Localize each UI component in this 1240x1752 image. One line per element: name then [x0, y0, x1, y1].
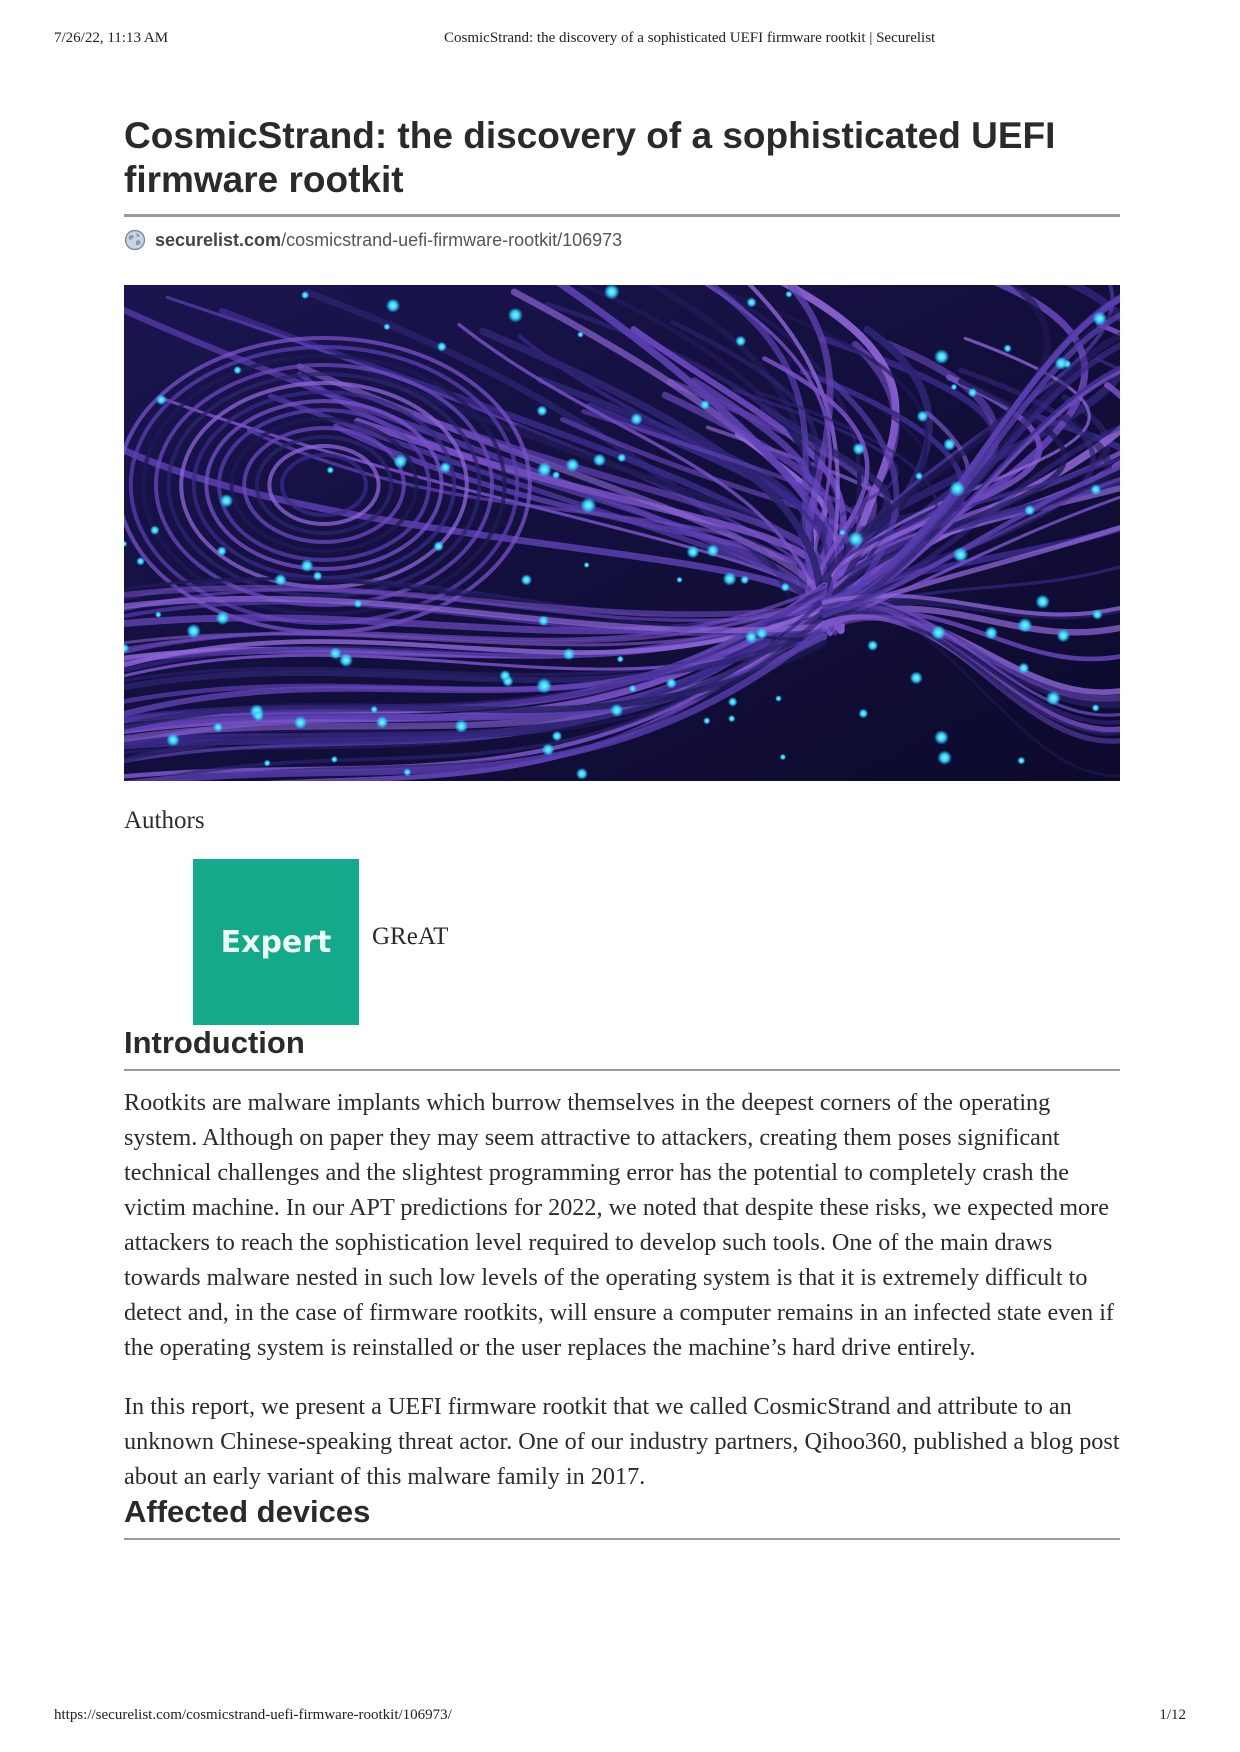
globe-icon — [124, 229, 146, 251]
intro-paragraph-2: In this report, we present a UEFI firmware rootkit that we called CosmicStrand and attribute to an unknown Chinese-speaking threat actor. One of our industry partners, Qihoo360, published a blog post about an early variant of this malware family in 2017. — [124, 1393, 1120, 1490]
section-heading-introduction: Introduction — [124, 1025, 1120, 1071]
article — [124, 114, 1120, 1540]
article-title: CosmicStrand: the discovery of a sophisticated UEFI firmware rootkit — [124, 114, 1120, 217]
page-number: 1/12 — [1159, 1707, 1186, 1723]
author-avatar — [193, 859, 359, 1025]
authors-label: Authors — [124, 807, 205, 834]
print-doc-title: CosmicStrand: the discovery of a sophisticated UEFI firmware rootkit | Securelist — [444, 30, 936, 46]
hero-image — [124, 285, 1120, 781]
source-path: /cosmicstrand-uefi-firmware-rootkit/106973 — [281, 229, 623, 250]
section-heading-affected-devices: Affected devices — [124, 1494, 1120, 1540]
print-footer — [54, 1707, 1186, 1729]
author-badge-text: Expert — [220, 924, 332, 960]
author-name[interactable]: GReAT — [372, 923, 449, 950]
source-domain: securelist.com — [155, 229, 282, 250]
source-link[interactable] — [124, 227, 1120, 253]
intro-paragraph-1: Rootkits are malware implants which burrow themselves in the deepest corners of the operating system. Although on paper they may seem attractive to attackers, creating them poses significant technical challenges and the slightest programming error has the potential to completely crash the victim machine. In our APT predictions for 2022, we noted that despite these risks, we expected more attackers to reach the sophistication level required to develop such tools. One of the main draws towards malware nested in such low levels of the operating system is that it is extremely difficult to detect and, in the case of firmware rootkits, will ensure a computer remains in an infected state even if the operating system is reinstalled or the user replaces the machine’s hard drive entirely. — [124, 1089, 1114, 1361]
print-date: 7/26/22, 11:13 AM — [54, 30, 169, 46]
print-header — [54, 30, 1186, 52]
print-url[interactable]: https://securelist.com/cosmicstrand-uefi-firmware-rootkit/106973/ — [54, 1707, 452, 1723]
author-card[interactable] — [193, 859, 1120, 1025]
